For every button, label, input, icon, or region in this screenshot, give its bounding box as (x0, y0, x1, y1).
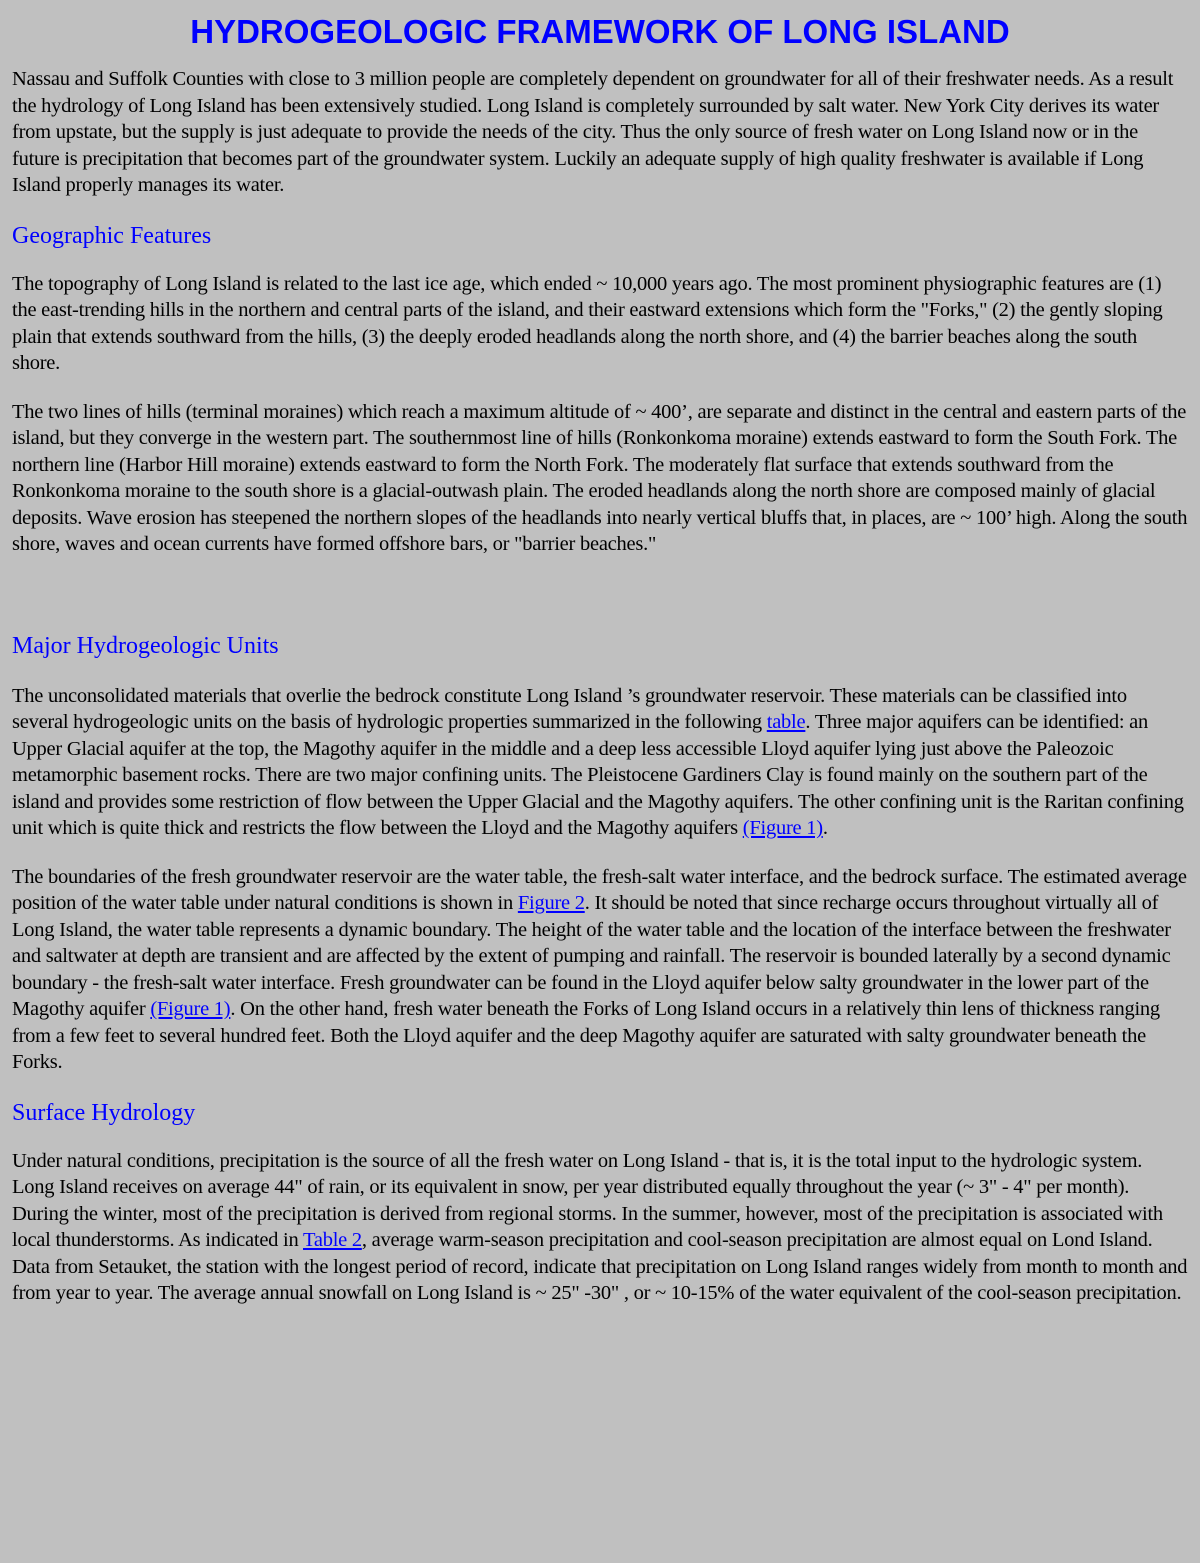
surface-p1-text-a: Under natural conditions, precipitation is the source of all the fresh water on Long Island - that is, it is the total input to the hydrologic system. Long Island receives on average 44" of rain, or its equivalent in snow, per year distributed equally throughout the year (~ 3" - 4" per month). During the winter, most of the precipitation is derived from regional storms. In the summer, however, most of the precipitation is associated with local thunderstorms. As indicated in (12, 1149, 1163, 1251)
units-p1-text-b: . Three major aquifers can be identified: an Upper Glacial aquifer at the top, the Magothy aquifer in the middle and a deep less accessible Lloyd aquifer lying just above the Paleozoic metamorphic basement rocks. There are two major confining units. The Pleistocene Gardiners Clay is found mainly on the southern part of the island and provides some restriction of flow between the Upper Glacial and the Magothy aquifers. The other confining unit is the Raritan confining unit which is quite thick and restricts the flow between the Lloyd and the Magothy aquifers (12, 711, 1184, 839)
units-p2-text-a: The boundaries of the fresh groundwater reservoir are the water table, the fresh-salt water interface, and the bedrock surface. The estimated average position of the water table under natural conditions is shown in (12, 865, 1187, 914)
units-paragraph-1 (12, 683, 1188, 842)
table-link[interactable]: table (766, 711, 806, 733)
heading-surface-hydrology: Surface Hydrology (12, 1099, 196, 1126)
figure-1-link-2[interactable]: (Figure 1) (150, 998, 231, 1020)
units-p1-text-c: . (822, 817, 828, 839)
surface-p1-text-b: , average warm-season precipitation and cool-season precipitation are almost equal on Lond Island. Data from Setauket, the station with the longest period of record, indicate that precipitation on Long Island ranges widely from month to month and from year to year. The average annual snowfall on Long Island is ~ 25" -30" , or ~ 10-15% of the water equivalent of the cool-season precipitation. (12, 1229, 1188, 1304)
figure-2-link[interactable]: Figure 2 (517, 892, 585, 914)
document (0, 10, 1200, 1307)
geographic-paragraph-1: The topography of Long Island is related to the last ice age, which ended ~ 10,000 years ago. The most prominent physiographic features are (1) the east-trending hills in the northern and central parts of the island, and their eastward extensions which form the "Forks," (2) the gently sloping plain that extends southward from the hills, (3) the deeply eroded headlands along the north shore, and (4) the barrier beaches along the south shore. (12, 272, 1163, 374)
units-paragraph-2 (12, 864, 1188, 1076)
page-title: HYDROGEOLOGIC FRAMEWORK OF LONG ISLAND (190, 13, 1010, 50)
units-p1-text-a: The unconsolidated materials that overlie the bedrock constitute Long Island ’s groundwater reservoir. These materials can be classified into several hydrogeologic units on the basis of hydrologic properties summarized in the following (12, 684, 1127, 733)
table-2-link[interactable]: Table 2 (303, 1229, 362, 1251)
heading-geographic-features: Geographic Features (12, 222, 212, 249)
units-p2-text-c: . On the other hand, fresh water beneath the Forks of Long Island occurs in a relatively thin lens of thickness ranging from a few feet to several hundred feet. Both the Lloyd aquifer and the deep Magothy aquifer are saturated with salty groundwater beneath the Forks. (12, 998, 1160, 1073)
units-p2-text-b: . It should be noted that since recharge occurs throughout virtually all of Long Island, the water table represents a dynamic boundary. The height of the water table and the location of the interface between the freshwater and saltwater at depth are transient and are affected by the extent of pumping and rainfall. The reservoir is bounded laterally by a second dynamic boundary - the fresh-salt water interface. Fresh groundwater can be found in the Lloyd aquifer below salty groundwater in the lower part of the Magothy aquifer (12, 892, 1171, 1020)
figure-1-link[interactable]: (Figure 1) (742, 817, 823, 839)
surface-paragraph-1 (12, 1148, 1188, 1307)
intro-paragraph: Nassau and Suffolk Counties with close to 3 million people are completely dependent on groundwater for all of their freshwater needs. As a result the hydrology of Long Island has been extensively studied. Long Island is completely surrounded by salt water. New York City derives its water from upstate, but the supply is just adequate to provide the needs of the city. Thus the only source of fresh water on Long Island now or in the future is precipitation that becomes part of the groundwater system. Luckily an adequate supply of high quality freshwater is available if Long Island properly manages its water. (12, 68, 1174, 196)
geographic-paragraph-2: The two lines of hills (terminal moraines) which reach a maximum altitude of ~ 400’, are separate and distinct in the central and eastern parts of the island, but they converge in the western part. The southernmost line of hills (Ronkonkoma moraine) extends eastward to form the South Fork. The northern line (Harbor Hill moraine) extends eastward to form the North Fork. The moderately flat surface that extends southward from the Ronkonkoma moraine to the south shore is a glacial-outwash plain. The eroded headlands along the north shore are composed mainly of glacial deposits. Wave erosion has steepened the northern slopes of the headlands into nearly vertical bluffs that, in places, are ~ 100’ high. Along the south shore, waves and ocean currents have formed offshore bars, or "barrier beaches." (12, 400, 1188, 555)
heading-major-hydrogeologic-units: Major Hydrogeologic Units (12, 632, 279, 659)
